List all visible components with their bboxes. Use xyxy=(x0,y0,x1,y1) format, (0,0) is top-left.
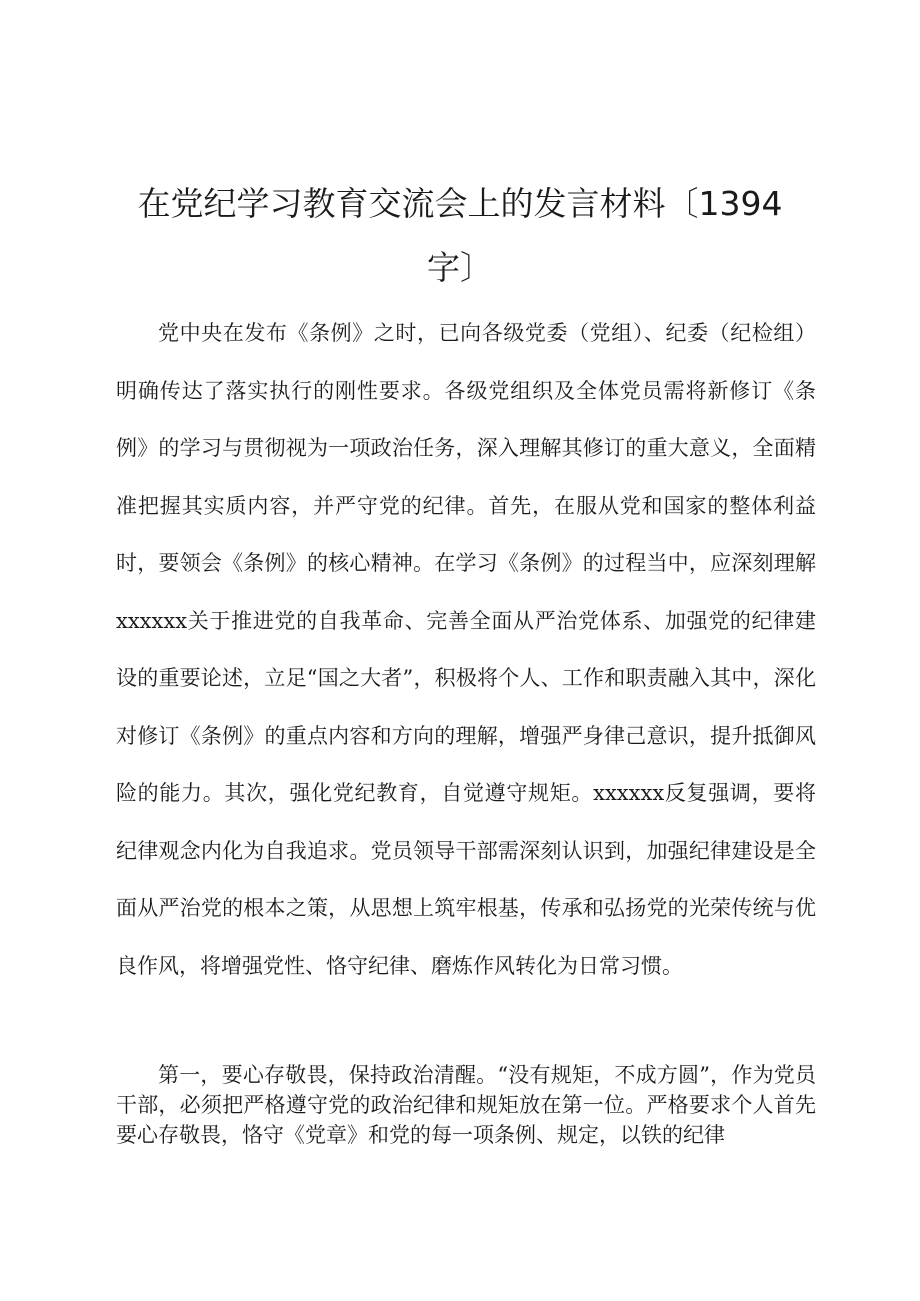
document-title: 在党纪学习教育交流会上的发言材料〔1394字〕 xyxy=(137,184,783,288)
paragraph-1: 党中央在发布《条例》之时，已向各级党委（党组）、纪委（纪检组）明确传达了落实执行的刚性要求。各级党组织及全体党员需将新修订《条例》的学习与贯彻视为一项政治任务，深入理解其修订的重大意义，全面精准把握其实质内容，并严守党的纪律。首先，在服从党和国家的整体利益时，要领会《条例》的核心精神。在学习《条例》的过程当中，应深刻理解xxxxxx关于推进党的自我革命、完善全面从严治党体系、加强党的纪律建设的重要论述，立足“国之大者”，积极将个人、工作和职责融入其中，深化对修订《条例》的重点内容和方向的理解，增强严身律己意识，提升抵御风险的能力。其次，强化党纪教育，自觉遵守规矩。xxxxxx反复强调，要将纪律观念内化为自我追求。党员领导干部需深刻认识到，加强纪律建设是全面从严治党的根本之策，从思想上筑牢根基，传承和弘扬党的光荣传统与优良作风，将增强党性、恪守纪律、磨炼作风转化为日常习惯。 xyxy=(116,321,816,978)
paragraph-2: 第一，要心存敬畏，保持政治清醒。“没有规矩，不成方圆”，作为党员干部，必须把严格遵守党的政治纪律和规矩放在第一位。严格要求个人首先要心存敬畏，恪守《党章》和党的每一项条例、规定，以铁的纪律 xyxy=(116,1063,816,1147)
